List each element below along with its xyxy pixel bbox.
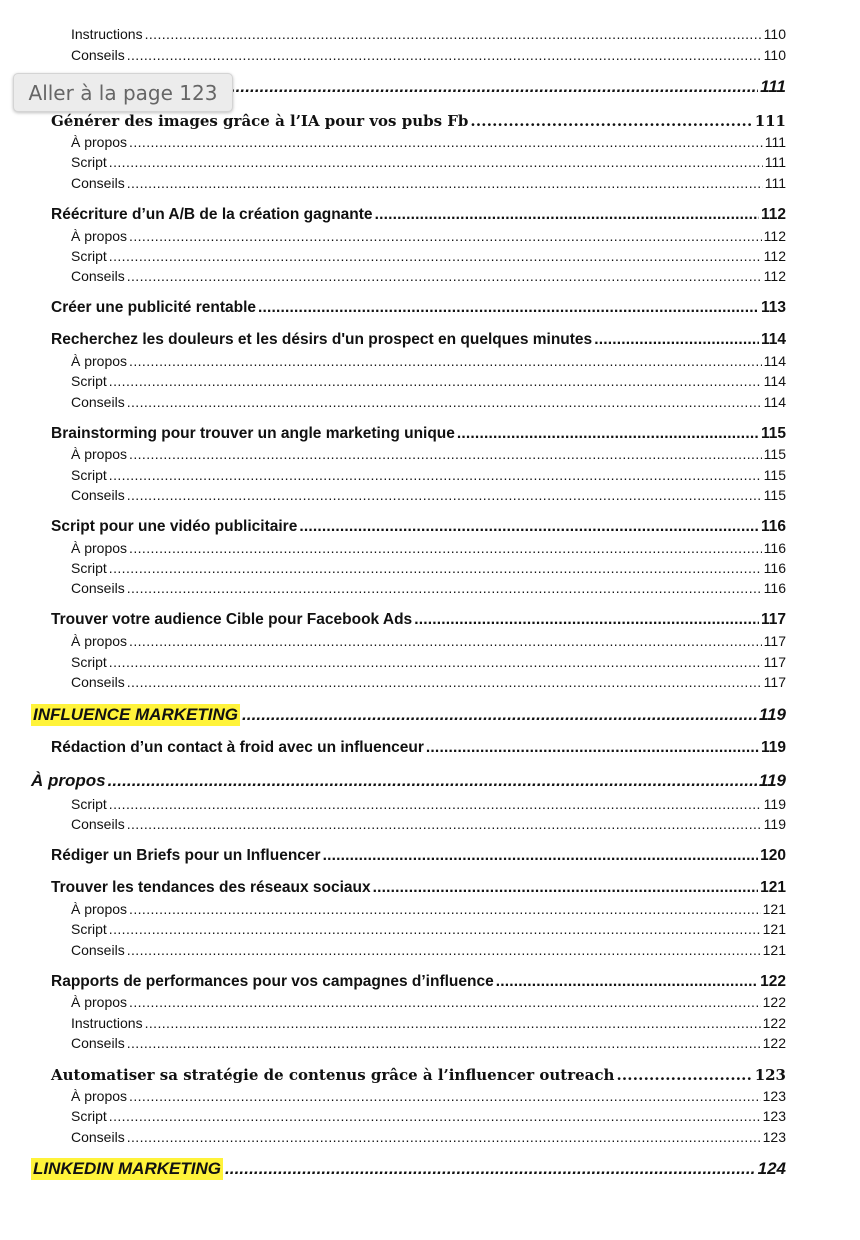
toc-entry[interactable]	[71, 445, 786, 463]
toc-dot-leader	[414, 610, 759, 630]
toc-dot-leader	[109, 466, 762, 484]
toc-entry-label: Script	[71, 796, 107, 812]
toc-dot-leader	[109, 153, 763, 171]
toc-entry[interactable]	[31, 1158, 786, 1180]
toc-entry[interactable]	[51, 846, 786, 866]
toc-dot-leader	[129, 352, 762, 370]
toc-dot-leader	[129, 539, 762, 557]
toc-dot-leader	[129, 227, 762, 245]
toc-entry-page-number: 116	[763, 560, 786, 576]
toc-entry-label: Conseils	[71, 394, 125, 410]
toc-entry-label: À propos	[71, 353, 128, 369]
toc-dot-leader	[109, 920, 761, 938]
toc-entry-page-number: 122	[762, 994, 786, 1010]
toc-entry-page-number: 116	[763, 580, 786, 596]
toc-entry-label: Conseils	[71, 674, 125, 690]
toc-entry-page-number: 121	[762, 901, 786, 917]
toc-dot-leader	[108, 770, 757, 792]
toc-entry[interactable]	[71, 1034, 786, 1052]
toc-dot-leader	[109, 795, 762, 813]
toc-dot-leader	[129, 1087, 761, 1105]
toc-entry-page-number: 117	[760, 611, 786, 628]
toc-entry-label: À propos	[71, 1088, 128, 1104]
toc-entry-label: Instructions	[71, 26, 143, 42]
toc-entry-page-number: 124	[757, 1159, 786, 1178]
toc-entry[interactable]	[51, 111, 786, 131]
toc-entry[interactable]	[51, 738, 786, 758]
toc-entry[interactable]	[71, 1014, 786, 1032]
toc-entry-page-number: 117	[763, 674, 786, 690]
toc-entry[interactable]	[51, 424, 786, 444]
toc-entry-page-number: 121	[762, 921, 786, 937]
toc-entry[interactable]	[51, 1065, 786, 1085]
toc-entry-page-number: 112	[763, 248, 786, 264]
toc-entry[interactable]	[71, 900, 786, 918]
toc-entry-label: À propos	[71, 228, 128, 244]
toc-entry-page-number: 119	[763, 796, 786, 812]
toc-dot-leader	[127, 1034, 761, 1052]
toc-dot-leader	[127, 486, 762, 504]
toc-entry[interactable]	[71, 993, 786, 1011]
toc-entry-label: Rédiger un Briefs pour un Influencer	[51, 847, 321, 864]
toc-dot-leader	[127, 46, 762, 64]
toc-entry-page-number: 114	[763, 353, 786, 369]
toc-entry-page-number: 112	[763, 228, 786, 244]
toc-entry-label: Rapports de performances pour vos campagnes d’influence	[51, 973, 494, 990]
toc-entry-page-number: 115	[760, 425, 786, 442]
toc-entry[interactable]	[71, 559, 786, 577]
toc-entry-label: Conseils	[71, 942, 125, 958]
toc-entry-label: Script	[71, 654, 107, 670]
toc-dot-leader	[323, 846, 759, 866]
toc-entry-page-number: 115	[763, 467, 786, 483]
toc-dot-leader	[129, 900, 761, 918]
toc-entry-label: LINKEDIN MARKETING	[33, 1159, 221, 1178]
toc-entry[interactable]	[71, 579, 786, 597]
toc-entry-page-number: 119	[758, 771, 786, 790]
toc-entry[interactable]	[71, 920, 786, 938]
toc-entry-page-number: 119	[760, 739, 786, 756]
toc-entry-label: Script	[71, 1108, 107, 1124]
toc-dot-leader	[127, 393, 762, 411]
toc-entry-page-number: 119	[763, 816, 786, 832]
toc-dot-leader	[127, 941, 761, 959]
toc-entry-page-number: 121	[762, 942, 786, 958]
toc-entry[interactable]	[31, 770, 786, 792]
toc-entry-label: Conseils	[71, 175, 125, 191]
toc-entry[interactable]	[51, 205, 786, 225]
toc-entry[interactable]	[71, 1107, 786, 1125]
toc-entry-page-number: 122	[762, 1015, 786, 1031]
toc-entry[interactable]	[71, 1087, 786, 1105]
toc-entry[interactable]	[71, 372, 786, 390]
toc-entry-page-number: 110	[763, 47, 786, 63]
toc-entry[interactable]	[71, 941, 786, 959]
toc-dot-leader	[375, 205, 759, 225]
toc-entry[interactable]	[71, 153, 786, 171]
toc-entry[interactable]	[71, 247, 786, 265]
toc-entry-page-number: 110	[763, 26, 786, 42]
toc-entry-label: Instructions	[71, 1015, 143, 1031]
toc-entry-label: À propos	[71, 901, 128, 917]
toc-dot-leader	[127, 673, 762, 691]
toc-dot-leader	[470, 111, 752, 131]
toc-entry-label: INFLUENCE MARKETING	[33, 705, 238, 724]
toc-entry[interactable]	[71, 227, 786, 245]
toc-entry-page-number: 111	[764, 175, 786, 191]
toc-entry-page-number: 119	[758, 705, 786, 724]
toc-entry-label: Script	[71, 921, 107, 937]
toc-entry-label: Conseils	[71, 580, 125, 596]
toc-entry-label: Script	[71, 560, 107, 576]
toc-entry-label: Automatiser sa stratégie de contenus grâce à l’influencer outreach	[51, 1066, 615, 1084]
toc-entry-label: Script	[71, 467, 107, 483]
toc-entry-page-number: 116	[763, 540, 786, 556]
toc-dot-leader	[109, 559, 762, 577]
toc-entry[interactable]	[71, 393, 786, 411]
toc-entry-page-number: 111	[764, 154, 786, 170]
toc-entry[interactable]	[71, 1128, 786, 1146]
toc-entry-page-number: 116	[760, 518, 786, 535]
toc-entry-label: Script	[71, 373, 107, 389]
toc-entry[interactable]	[51, 972, 786, 992]
toc-entry[interactable]	[71, 466, 786, 484]
toc-entry-page-number: 111	[764, 134, 786, 150]
toc-entry-label: Réécriture d’un A/B de la création gagnante	[51, 206, 373, 223]
toc-dot-leader	[496, 972, 758, 992]
toc-dot-leader	[127, 174, 763, 192]
toc-entry-page-number: 123	[762, 1088, 786, 1104]
toc-dot-leader	[109, 1107, 761, 1125]
toc-entry-label: À propos	[71, 134, 128, 150]
toc-entry-page-number: 117	[763, 633, 786, 649]
toc-dot-leader	[426, 738, 759, 758]
toc-entry-page-number: 111	[760, 77, 786, 96]
toc-entry-page-number: 114	[763, 373, 786, 389]
toc-entry-label: Conseils	[71, 1035, 125, 1051]
toc-entry-label: Script pour une vidéo publicitaire	[51, 518, 298, 535]
toc-entry[interactable]	[31, 704, 786, 726]
toc-entry-page-number: 114	[760, 331, 786, 348]
toc-entry-label: Trouver les tendances des réseaux sociaux	[51, 879, 371, 896]
toc-entry[interactable]	[51, 878, 786, 898]
toc-entry-label: Conseils	[71, 1129, 125, 1145]
toc-entry-label: À propos	[31, 771, 106, 790]
toc-dot-leader	[129, 993, 761, 1011]
toc-dot-leader	[109, 247, 762, 265]
goto-page-tooltip[interactable]: Aller à la page 123	[13, 73, 233, 112]
toc-entry[interactable]	[71, 174, 786, 192]
toc-entry[interactable]	[71, 133, 786, 151]
toc-entry-label: Conseils	[71, 816, 125, 832]
toc-dot-leader	[127, 1128, 761, 1146]
toc-entry-label: Script	[71, 248, 107, 264]
toc-entry-page-number: 115	[763, 446, 786, 462]
toc-dot-leader	[616, 1065, 752, 1085]
toc-entry-label: À propos	[71, 446, 128, 462]
toc-entry[interactable]	[51, 330, 786, 350]
toc-entry-label: Script	[71, 154, 107, 170]
toc-entry[interactable]	[71, 25, 786, 43]
toc-entry-page-number: 123	[754, 1066, 786, 1084]
toc-entry[interactable]	[71, 795, 786, 813]
toc-dot-leader	[127, 579, 762, 597]
toc-entry-page-number: 122	[762, 1035, 786, 1051]
toc-entry[interactable]	[71, 267, 786, 285]
toc-dot-leader	[109, 372, 762, 390]
toc-entry-label: À propos	[71, 994, 128, 1010]
toc-entry[interactable]	[51, 517, 786, 537]
toc-entry-page-number: 114	[763, 394, 786, 410]
toc-entry[interactable]	[71, 46, 786, 64]
toc-entry[interactable]	[71, 673, 786, 691]
toc-entry-label: À propos	[71, 540, 128, 556]
toc-entry[interactable]	[71, 815, 786, 833]
toc-entry-label: Générer des images grâce à l’IA pour vos pubs Fb	[51, 112, 469, 130]
toc-entry-page-number: 120	[760, 847, 786, 864]
toc-dot-leader	[127, 815, 762, 833]
toc-entry[interactable]	[51, 610, 786, 630]
toc-dot-leader	[594, 330, 759, 350]
toc-entry-label: Recherchez les douleurs et les désirs d'un prospect en quelques minutes	[51, 331, 593, 348]
toc-dot-leader	[457, 424, 759, 444]
toc-entry-label: Créer une publicité rentable	[51, 299, 256, 316]
toc-entry-page-number: 112	[763, 268, 786, 284]
toc-entry-page-number: 121	[760, 879, 786, 896]
toc-entry-page-number: 123	[762, 1108, 786, 1124]
toc-entry-page-number: 115	[763, 487, 786, 503]
toc-entry-label: À propos	[71, 633, 128, 649]
toc-entry-label: Rédaction d’un contact à froid avec un influenceur	[51, 739, 424, 756]
toc-dot-leader	[258, 298, 759, 318]
toc-dot-leader	[145, 1014, 761, 1032]
toc-entry[interactable]	[71, 486, 786, 504]
toc-entry-page-number: 113	[760, 299, 786, 316]
toc-dot-leader	[225, 1158, 756, 1180]
toc-entry[interactable]	[51, 298, 786, 318]
toc-entry-page-number: 117	[763, 654, 786, 670]
toc-dot-leader	[242, 704, 757, 726]
toc-entry-label: Brainstorming pour trouver un angle marketing unique	[51, 425, 455, 442]
toc-dot-leader	[109, 653, 762, 671]
toc-dot-leader	[129, 133, 763, 151]
toc-entry-page-number: 123	[762, 1129, 786, 1145]
toc-dot-leader	[127, 267, 762, 285]
toc-entry[interactable]	[71, 352, 786, 370]
toc-entry[interactable]	[71, 653, 786, 671]
toc-entry-page-number: 122	[760, 973, 786, 990]
toc-entry-label: Conseils	[71, 487, 125, 503]
toc-dot-leader	[129, 632, 762, 650]
toc-entry-label: Conseils	[71, 47, 125, 63]
toc-entry-page-number: 112	[760, 206, 786, 223]
toc-entry[interactable]	[71, 539, 786, 557]
toc-dot-leader	[373, 878, 758, 898]
toc-entry-label: Trouver votre audience Cible pour Facebook Ads	[51, 611, 413, 628]
toc-dot-leader	[145, 25, 762, 43]
toc-entry-page-number: 111	[754, 112, 786, 130]
toc-entry[interactable]	[71, 632, 786, 650]
toc-dot-leader	[299, 517, 759, 537]
toc-dot-leader	[129, 445, 762, 463]
toc-entry-label: Conseils	[71, 268, 125, 284]
